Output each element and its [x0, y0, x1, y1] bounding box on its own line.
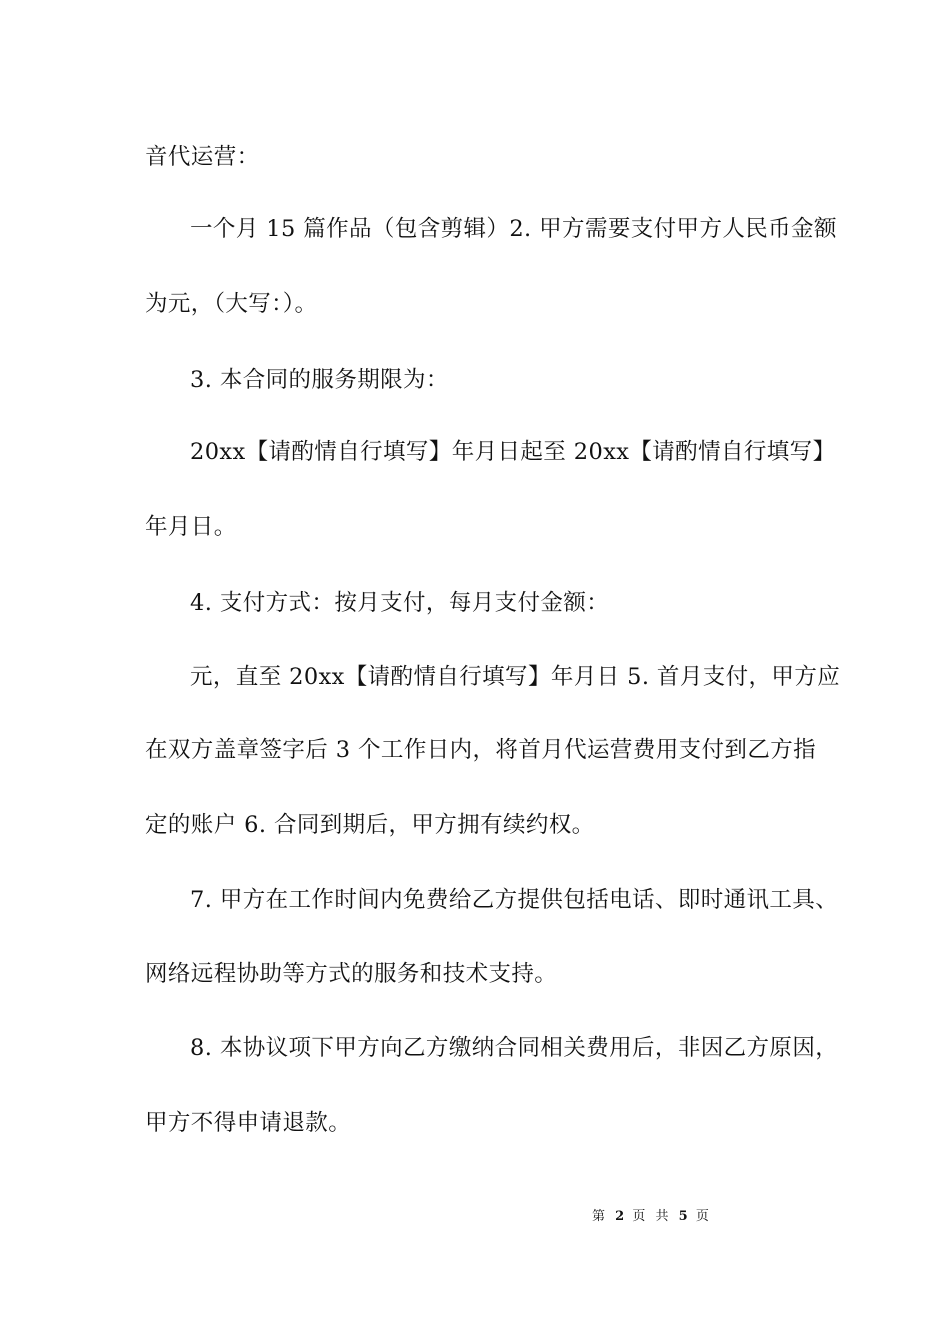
- paragraph-line: 为元，（大写：）。: [145, 291, 318, 317]
- paragraph-line: 7. 甲方在工作时间内免费给乙方提供包括电话、即时通讯工具、: [190, 887, 839, 913]
- paragraph-line: 4. 支付方式：按月支付，每月支付金额：: [190, 590, 610, 616]
- footer-current-page: 2: [615, 1209, 626, 1224]
- paragraph-line: 音代运营：: [145, 144, 260, 170]
- paragraph-line: 一个月 15 篇作品（包含剪辑）2. 甲方需要支付甲方人民币金额: [190, 216, 837, 242]
- page-footer: [592, 1209, 712, 1225]
- paragraph-line: 甲方不得申请退款。: [145, 1110, 352, 1136]
- paragraph-line: 3. 本合同的服务期限为：: [190, 367, 449, 393]
- paragraph-line: 20xx【请酌情自行填写】年月日起至 20xx【请酌情自行填写】: [190, 439, 836, 465]
- paragraph-line: 定的账户 6. 合同到期后，甲方拥有续约权。: [145, 812, 595, 838]
- footer-prefix: 第: [592, 1209, 609, 1224]
- paragraph-line: 元，直至 20xx【请酌情自行填写】年月日 5. 首月支付，甲方应: [190, 664, 841, 690]
- footer-suffix: 页: [695, 1209, 712, 1224]
- footer-total-pages: 5: [678, 1209, 689, 1224]
- paragraph-line: 8. 本协议项下甲方向乙方缴纳合同相关费用后，非因乙方原因，: [190, 1035, 839, 1061]
- footer-middle: 页 共: [632, 1209, 672, 1224]
- paragraph-line: 在双方盖章签字后 3 个工作日内，将首月代运营费用支付到乙方指: [145, 737, 817, 763]
- paragraph-line: 网络远程协助等方式的服务和技术支持。: [145, 961, 558, 987]
- paragraph-line: 年月日。: [145, 514, 237, 540]
